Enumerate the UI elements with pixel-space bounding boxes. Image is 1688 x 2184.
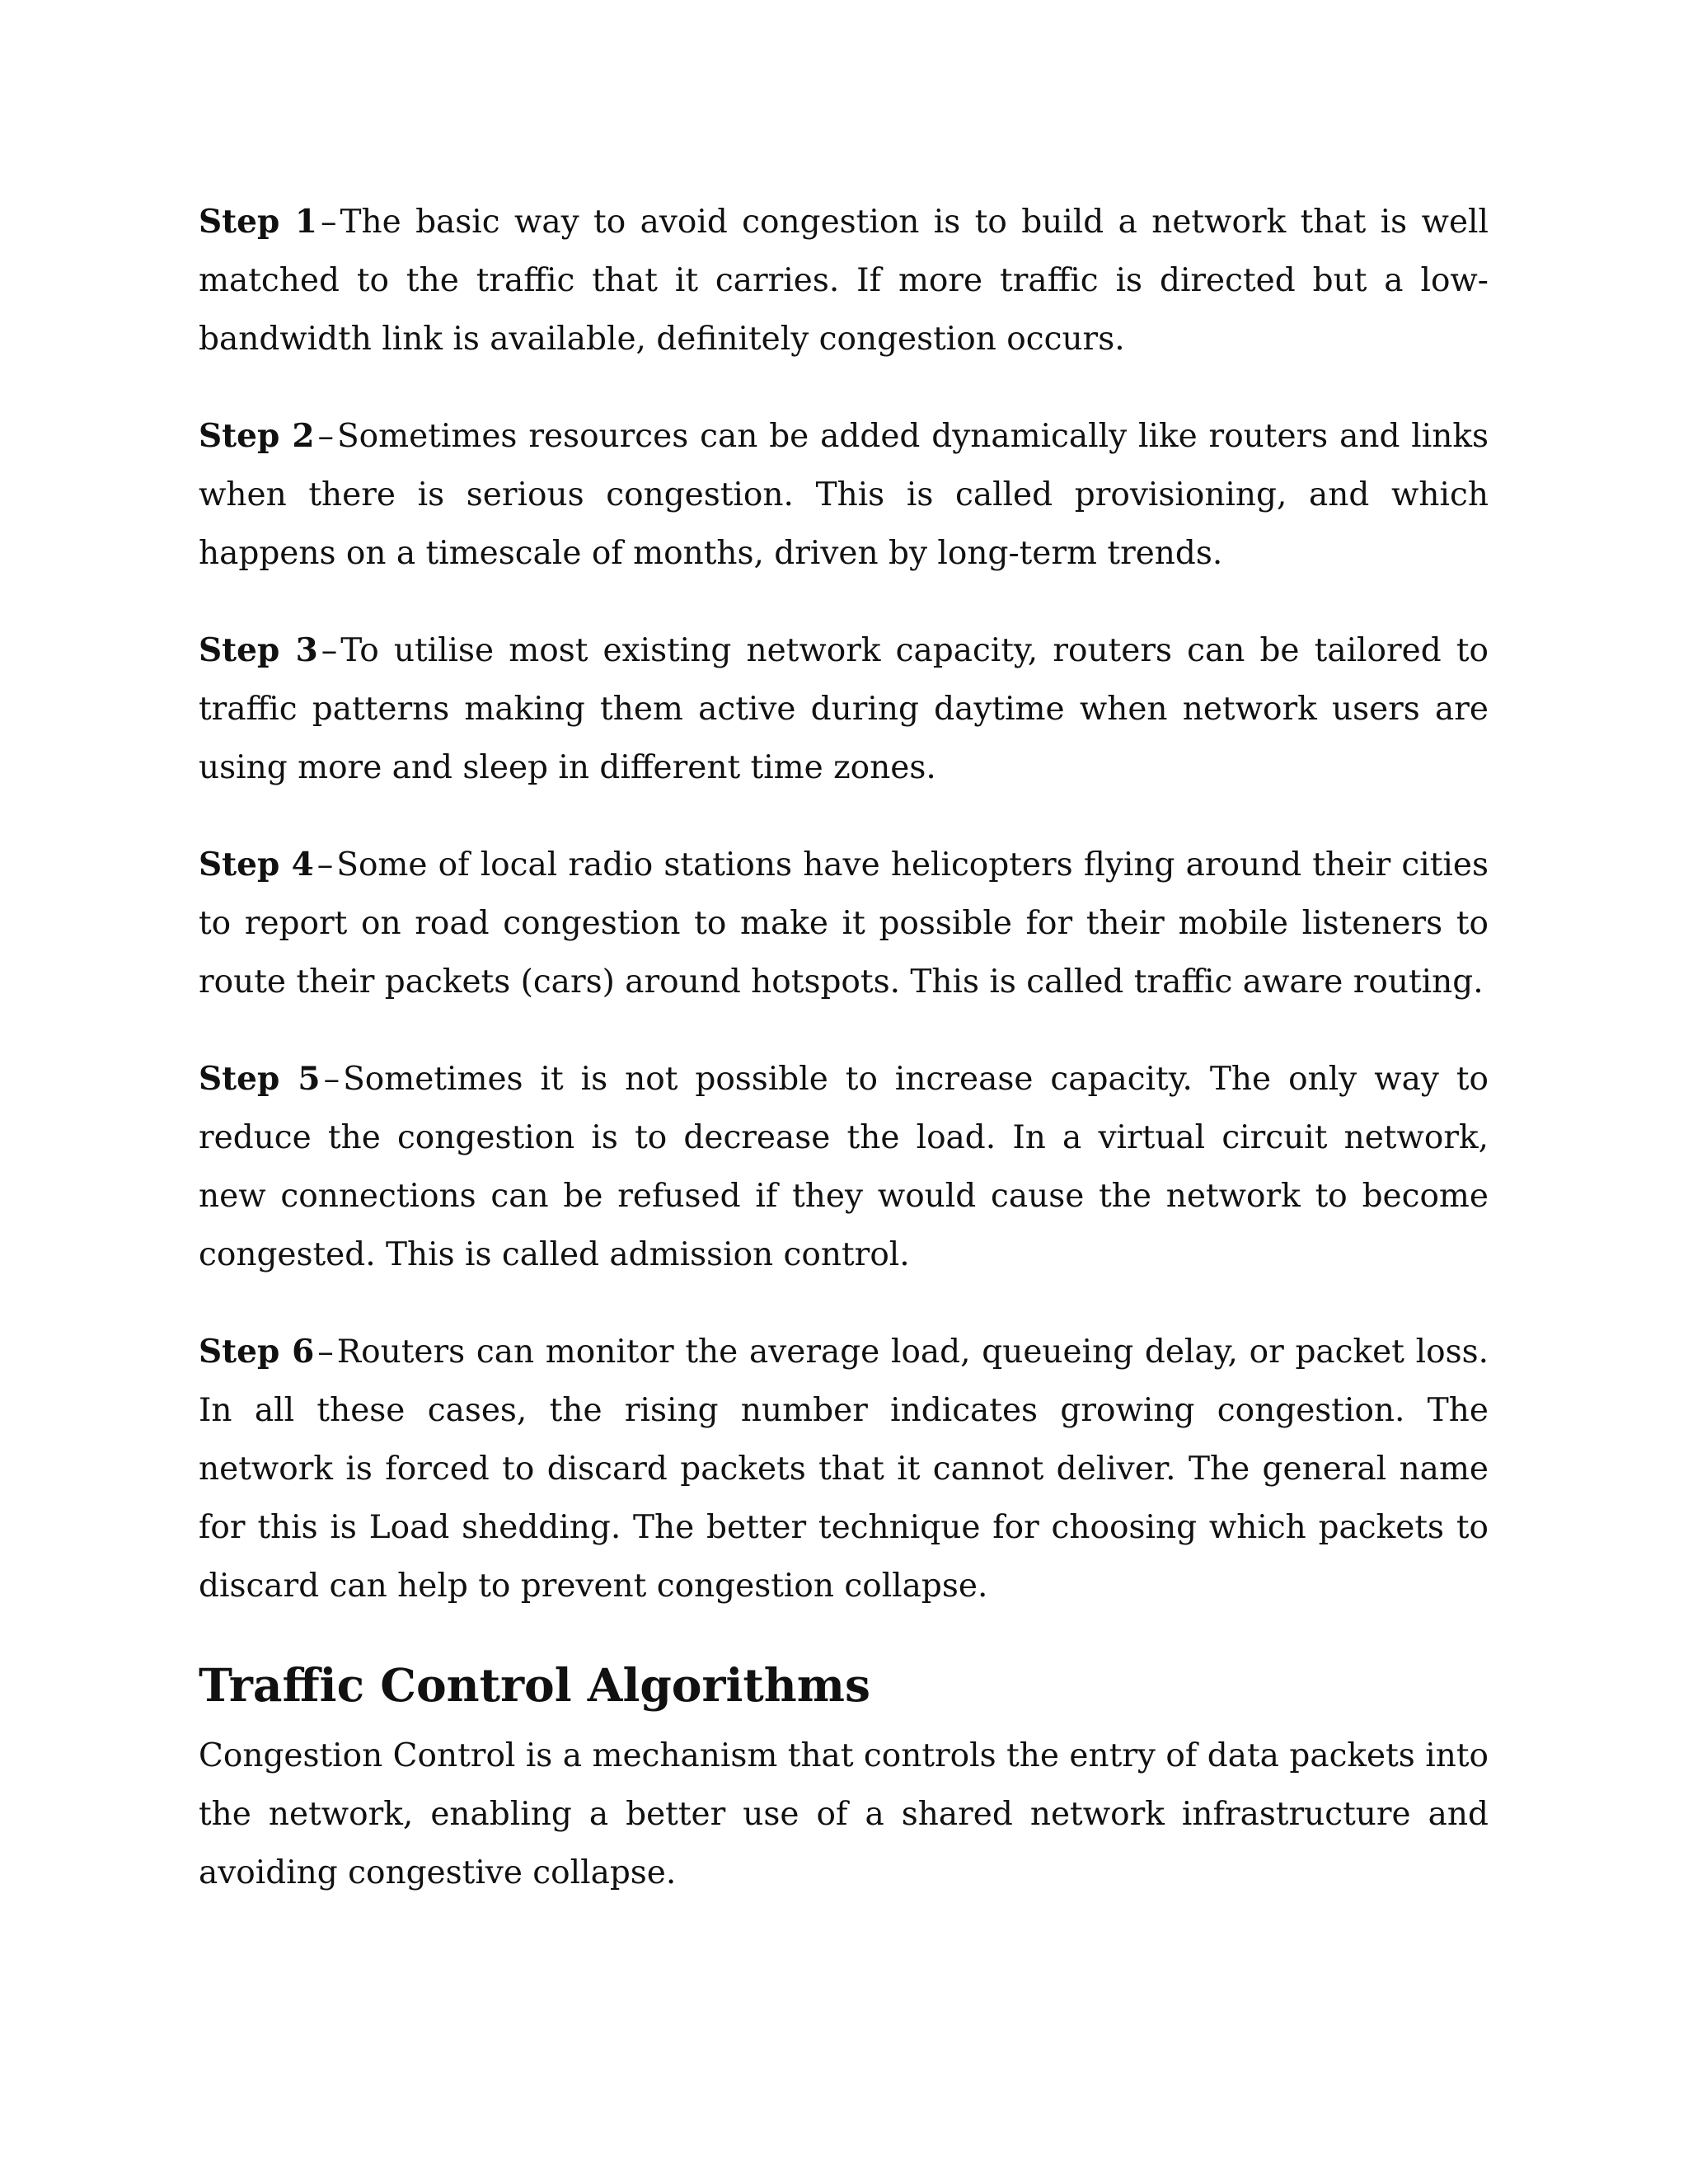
step-3-label: Step 3 [199,631,318,669]
section-heading: Traffic Control Algorithms [199,1658,870,1712]
step-3-dash: – [321,632,338,669]
step-5-label: Step 5 [199,1060,321,1098]
step-4-paragraph [199,836,1489,1011]
step-4-dash: – [316,846,334,883]
step-2-dash: – [317,418,334,455]
step-6-text: Routers can monitor the average load, queueing delay, or packet loss. In all these cases, the rising number indicates growing congestion. The network is forced to discard packets that it cannot deliver. The general name for this is Load shedding. The better technique for choosing which packets to discard can help to prevent congestion collapse. [199,1333,1489,1605]
step-6-label: Step 6 [199,1333,315,1371]
step-5-paragraph [199,1050,1489,1284]
step-6-paragraph [199,1323,1489,1615]
step-2-label: Step 2 [199,417,315,455]
step-5-dash: – [323,1061,340,1098]
step-1-label: Step 1 [199,203,317,241]
step-5-text: Sometimes it is not possible to increase capacity. The only way to reduce the congestion is to decrease the load. In a virtual circuit network, new connections can be refused if they would cause the network to become congested. This is called admission control. [199,1061,1489,1273]
step-2-text: Sometimes resources can be added dynamically like routers and links when there is serious congestion. This is called provisioning, and which happens on a timescale of months, driven by long-term trends. [199,418,1489,572]
step-2-paragraph [199,407,1489,583]
step-3-paragraph [199,621,1489,797]
step-1-text: The basic way to avoid congestion is to build a network that is well matched to the traffic that it carries. If more traffic is directed but a low-bandwidth link is available, definitely congestion occurs. [199,204,1489,358]
step-4-label: Step 4 [199,846,314,883]
step-3-text: To utilise most existing network capacity, routers can be tailored to traffic patterns making them active during daytime when network users are using more and sleep in different time zones. [199,632,1489,786]
step-6-dash: – [317,1333,334,1371]
step-1-paragraph [199,193,1489,368]
step-4-text: Some of local radio stations have helicopters flying around their cities to report on road congestion to make it possible for their mobile listeners to route their packets (cars) around hotspots. This is called traffic aware routing. [199,846,1489,1001]
page-content [199,193,1489,1902]
section-body: Congestion Control is a mechanism that controls the entry of data packets into the network, enabling a better use of a shared network infrastructure and avoiding congestive collapse. [199,1737,1489,1891]
step-1-dash: – [320,204,337,241]
